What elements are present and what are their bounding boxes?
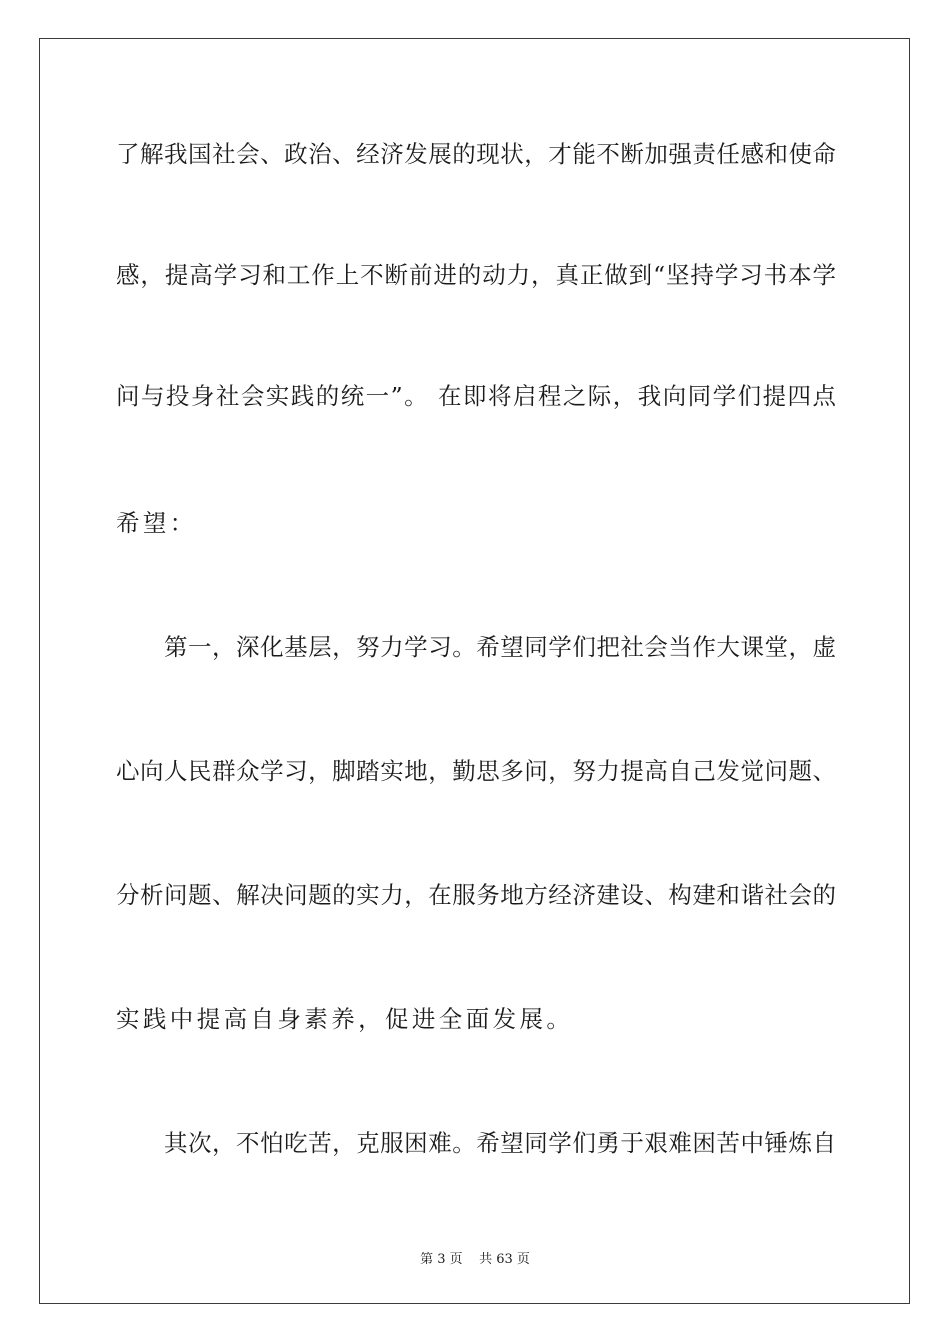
body-text-line: 问与投身社会实践的统一”。 在即将启程之际，我向同学们提四点 — [116, 382, 836, 410]
body-text-line: 希望： — [116, 509, 197, 537]
body-text-line: 心向人民群众学习，脚踏实地，勤思多问，努力提高自己发觉问题、 — [116, 757, 836, 785]
body-text-line: 实践中提高自身素养，促进全面发展。 — [116, 1005, 574, 1033]
paragraph-first-line: 第一，深化基层，努力学习。希望同学们把社会当作大课堂，虚 — [164, 633, 836, 661]
body-text-line: 感，提高学习和工作上不断前进的动力，真正做到“坚持学习书本学 — [116, 261, 836, 289]
body-text-line: 分析问题、解决问题的实力，在服务地方经济建设、构建和谐社会的 — [116, 881, 836, 909]
paragraph-first-line: 其次，不怕吃苦，克服困难。希望同学们勇于艰难困苦中锤炼自 — [164, 1129, 836, 1157]
page-number-footer: 第 3 页 共 63 页 — [420, 1252, 530, 1267]
body-text-line: 了解我国社会、政治、经济发展的现状，才能不断加强责任感和使命 — [116, 140, 836, 168]
page-border — [39, 38, 910, 1304]
